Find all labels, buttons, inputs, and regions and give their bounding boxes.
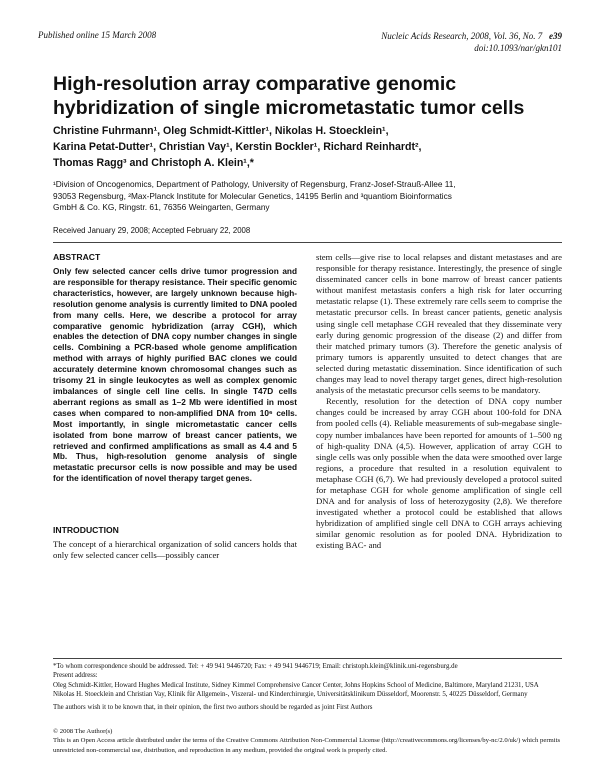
title-line: hybridization of single micrometastatic tumor cells: [53, 97, 525, 119]
correspondence-note: *To whom correspondence should be addressed. Tel: + 49 941 9446720; Fax: + 49 941 9446719; Email: christoph.klein@klinik.uni-regensburg.de: [53, 663, 458, 670]
affiliation-line: ¹Division of Oncogenomics, Department of Pathology, University of Regensburg, Franz-Josef-Strauß-Allee 11,: [53, 179, 456, 189]
footnote-divider: [53, 658, 562, 659]
abstract-heading: ABSTRACT: [53, 252, 101, 262]
paper-title: [53, 72, 573, 120]
affiliations: [53, 179, 563, 214]
license-text: This is an Open Access article distributed under the terms of the Creative Commons Attribution Non-Commercial License (http://creativecommons.org/licenses/by-nc/2.0/uk/) which permits unrestricted non-commercial use, distribution, and reproduction in any medium, provided the original work is properly cited.: [53, 737, 561, 754]
present-address-note: Oleg Schmidt-Kittler, Howard Hughes Medical Institute, Sidney Kimmel Comprehensive Cancer Center, Johns Hopkins School of Medicine, Baltimore, Maryland 21231, USA: [53, 681, 539, 689]
title-line: High-resolution array comparative genomic: [53, 73, 457, 95]
footnotes: [53, 662, 562, 712]
received-dates: Received January 29, 2008; Accepted February 22, 2008: [53, 226, 251, 235]
joint-author-note: The authors wish it to be known that, in their opinion, the first two authors should be regarded as joint First Authors: [53, 704, 373, 712]
affiliation-line: GmbH & Co. KG, Ringstr. 61, 76356 Weingarten, Germany: [53, 202, 270, 212]
abstract-text: Only few selected cancer cells drive tumor progression and are responsible for therapy resistance. Their specific genomic characteristics, however, are largely unknown because high-resolution genome analysis is currently limited to DNA pooled from many cells. Here, we describe a protocol for array comparative genomic hybridization (array CGH), which enables the detection of DNA copy number changes in single cells. Combining a PCR-based whole genome amplification method with arrays of highly purified BAC clones we could accurately determine known chromosomal changes such as trisomy 21 in single leukocytes as well as complex genomic imbalances of single cell line cells. In single T47D cells aberrant regions as small as 1–2 Mb were identified in most cases when compared to non-amplified DNA from 10⁶ cells. Most importantly, in single micrometastatic cancer cells isolated from bone marrow of breast cancer patients, we retrieved and confirmed amplifications as small as 4.4 and 5 Mb. Thus, high-resolution genome analysis of single metastatic precursor cells is now possible and may be used for the identification of novel therapy target genes.: [53, 267, 297, 484]
divider: [53, 242, 562, 243]
body-paragraph: Recently, resolution for the detection of DNA copy number changes could be increased by array CGH about 100-fold for DNA from pooled cells (4). Reliable measurements of sub-megabase single-copy number imbalances have been reported for amounts of 1–500 ng of high-quality DNA (4,5). However, application of array CGH to single cells was only possible when the data were smoothed over large regions, a procedure that resulted in a resolution equivalent to metaphase CGH (6,7). We had previously developed a protocol suited for metaphase CGH for whole genome amplification of single cell DNA and for analysis of loss of heterozygosity (2,8). We therefore investigated whether a protocol could be established that allows hybridization of amplified single cell DNA to CGH arrays achieving similar genomic resolution as for pooled DNA. Hybridization to existing BAC- and: [316, 396, 562, 551]
journal-header: [381, 30, 562, 54]
copyright-block: [53, 727, 562, 755]
journal-citation: Nucleic Acids Research, 2008, Vol. 36, No. 7: [381, 31, 543, 41]
introduction-heading: INTRODUCTION: [53, 525, 119, 536]
article-id: e39: [549, 31, 562, 41]
present-address-note: Nikolas H. Stoecklein and Christian Vay, Klinik für Allgemein-, Viszeral- und Kinderchirurgie, Universitätsklinikum Düsseldorf, Moorenstr. 5, 40225 Düsseldorf, Germany: [53, 690, 528, 698]
body-paragraph: stem cells—give rise to local relapses and distant metastases and are responsible for therapy resistance. Interestingly, the presence of single disseminated cancer cells in bone marrow of breast cancer patients without manifest metastasis confers a high risk for later occurring metastatic relapse (1). These extremely rare cells seem to comprise the metastatic precursor cells. In breast cancer patients, genetic analysis using single cell metaphase CGH revealed that they disseminate very early during genomic progression of the disease (2) and differ from their matched primary tumors (3). Therefore the genetic analysis of primary tumors is apparently unsuited to detect changes that are selected during metastatic dissemination. Since identification of such changes may lead to novel therapy target genes, direct high-resolution analysis of the metastatic precursor cells seems to be mandatory.: [316, 252, 562, 396]
introduction-text: The concept of a hierarchical organization of solid cancers holds that only few selected cancer cells—possibly cancer: [53, 539, 297, 561]
copyright-notice: © 2008 The Author(s): [53, 728, 113, 735]
author-list: [53, 123, 553, 171]
doi: doi:10.1093/nar/gkn101: [474, 43, 562, 53]
published-date: Published online 15 March 2008: [38, 30, 157, 40]
present-address-label: Present address:: [53, 672, 98, 680]
author-line: Thomas Ragg³ and Christoph A. Klein¹,*: [53, 157, 254, 169]
author-line: Karina Petat-Dutter¹, Christian Vay¹, Kerstin Bockler¹, Richard Reinhardt²,: [53, 141, 422, 153]
author-line: Christine Fuhrmann¹, Oleg Schmidt-Kittler¹, Nikolas H. Stoecklein¹,: [53, 125, 389, 137]
right-column: [316, 252, 562, 552]
affiliation-line: 93053 Regensburg, ²Max-Planck Institute for Molecular Genetics, 14195 Berlin and ³quantiom Bioinformatics: [53, 190, 452, 201]
left-column: [53, 252, 297, 561]
